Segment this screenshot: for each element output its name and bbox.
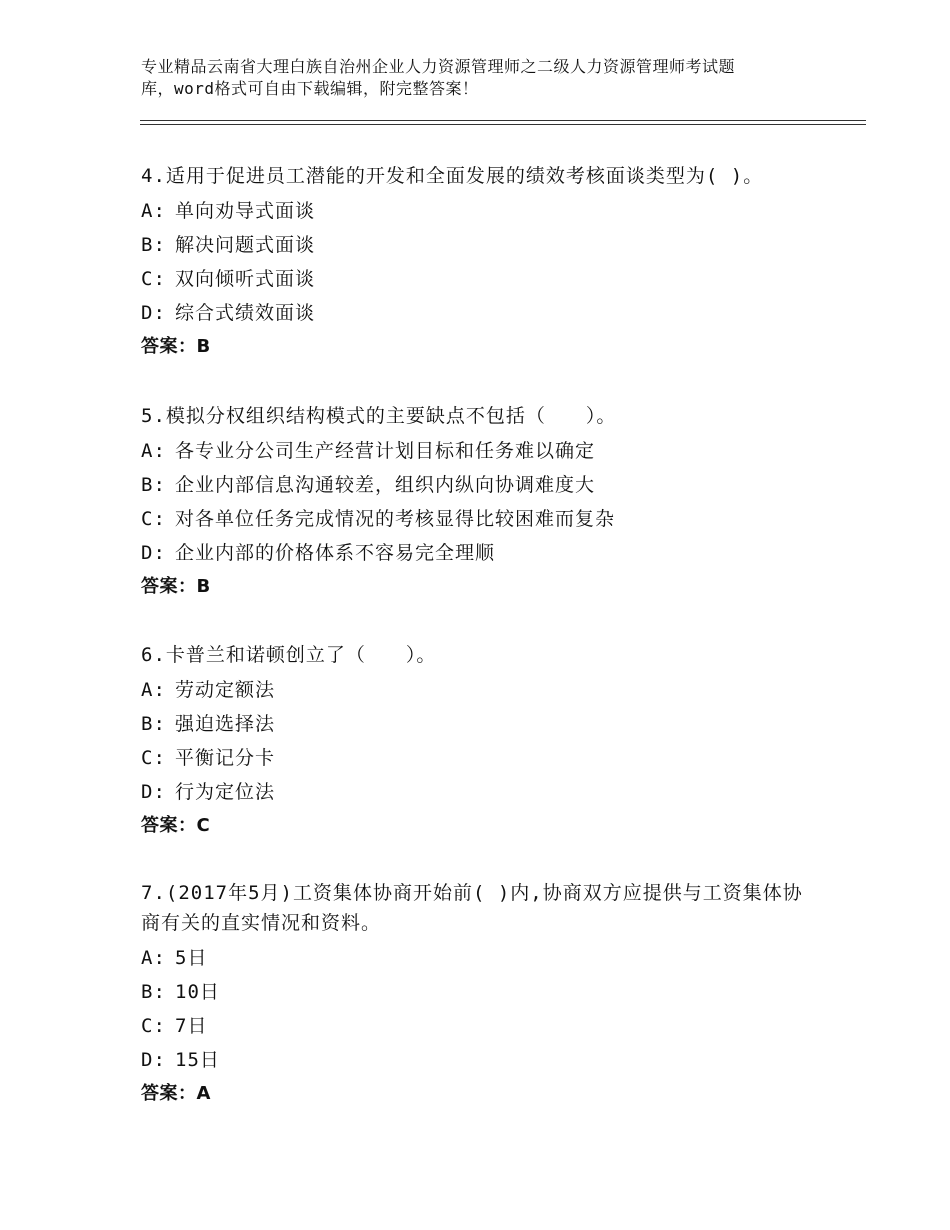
option-text: 企业内部信息沟通较差，组织内纵向协调难度大 xyxy=(175,474,596,496)
option-text: 双向倾听式面谈 xyxy=(175,268,316,290)
answer-label: 答案： xyxy=(141,815,197,836)
option-text: 10日 xyxy=(175,981,220,1003)
question-4 xyxy=(141,161,821,364)
option-text: 7日 xyxy=(175,1015,208,1037)
option-letter: A: xyxy=(141,947,166,969)
option-b xyxy=(141,228,821,262)
question-6 xyxy=(141,640,821,843)
option-c xyxy=(141,741,821,775)
option-letter: C: xyxy=(141,268,166,290)
option-text: 平衡记分卡 xyxy=(175,747,276,769)
option-c xyxy=(141,262,821,296)
option-letter: D: xyxy=(141,781,166,803)
option-text: 行为定位法 xyxy=(175,781,276,803)
question-7 xyxy=(141,878,821,1111)
answer-value: A xyxy=(196,1083,211,1104)
option-b xyxy=(141,468,821,502)
option-text: 劳动定额法 xyxy=(175,679,276,701)
option-b xyxy=(141,975,821,1009)
question-stem: 7.(2017年5月)工资集体协商开始前( )内,协商双方应提供与工资集体协商有关的直实情况和资料。 xyxy=(141,882,803,934)
option-text: 综合式绩效面谈 xyxy=(175,302,316,324)
question-stem: 5.模拟分权组织结构模式的主要缺点不包括（ ）。 xyxy=(141,405,617,427)
option-a xyxy=(141,194,821,228)
option-text: 企业内部的价格体系不容易完全理顺 xyxy=(175,542,496,564)
option-letter: D: xyxy=(141,302,166,324)
option-a xyxy=(141,673,821,707)
option-a xyxy=(141,941,821,975)
option-text: 对各单位任务完成情况的考核显得比较困难而复杂 xyxy=(175,508,616,530)
answer-label: 答案： xyxy=(141,1083,197,1104)
option-letter: A: xyxy=(141,679,166,701)
option-d xyxy=(141,536,821,570)
option-text: 5日 xyxy=(175,947,208,969)
option-letter: D: xyxy=(141,1049,166,1071)
option-d xyxy=(141,775,821,809)
answer-label: 答案： xyxy=(141,576,197,597)
option-letter: A: xyxy=(141,440,166,462)
option-c xyxy=(141,1009,821,1043)
option-letter: B: xyxy=(141,981,166,1003)
header-divider-bottom xyxy=(140,124,866,125)
answer-line xyxy=(141,570,821,604)
question-stem: 4.适用于促进员工潜能的开发和全面发展的绩效考核面谈类型为( )。 xyxy=(141,165,764,187)
option-a xyxy=(141,434,821,468)
document-header xyxy=(141,56,841,100)
answer-value: B xyxy=(196,576,211,597)
option-letter: D: xyxy=(141,542,166,564)
answer-value: B xyxy=(196,336,211,357)
option-letter: C: xyxy=(141,1015,166,1037)
answer-value: C xyxy=(196,815,211,836)
header-title-line-2: 库，word格式可自由下载编辑，附完整答案！ xyxy=(141,79,479,98)
question-5 xyxy=(141,401,821,604)
header-title-line-1: 专业精品云南省大理白族自治州企业人力资源管理师之二级人力资源管理师考试题 xyxy=(141,57,736,76)
option-letter: C: xyxy=(141,508,166,530)
option-letter: C: xyxy=(141,747,166,769)
option-text: 解决问题式面谈 xyxy=(175,234,316,256)
option-text: 15日 xyxy=(175,1049,220,1071)
option-c xyxy=(141,502,821,536)
question-stem: 6.卡普兰和诺顿创立了（ ）。 xyxy=(141,644,437,666)
option-letter: A: xyxy=(141,200,166,222)
answer-line xyxy=(141,809,821,843)
option-d xyxy=(141,1043,821,1077)
answer-line xyxy=(141,1077,821,1111)
answer-label: 答案： xyxy=(141,336,197,357)
option-text: 各专业分公司生产经营计划目标和任务难以确定 xyxy=(175,440,596,462)
option-text: 强迫选择法 xyxy=(175,713,276,735)
option-letter: B: xyxy=(141,234,166,256)
answer-line xyxy=(141,330,821,364)
option-letter: B: xyxy=(141,713,166,735)
option-text: 单向劝导式面谈 xyxy=(175,200,316,222)
option-letter: B: xyxy=(141,474,166,496)
header-divider-top xyxy=(140,120,866,121)
option-b xyxy=(141,707,821,741)
option-d xyxy=(141,296,821,330)
